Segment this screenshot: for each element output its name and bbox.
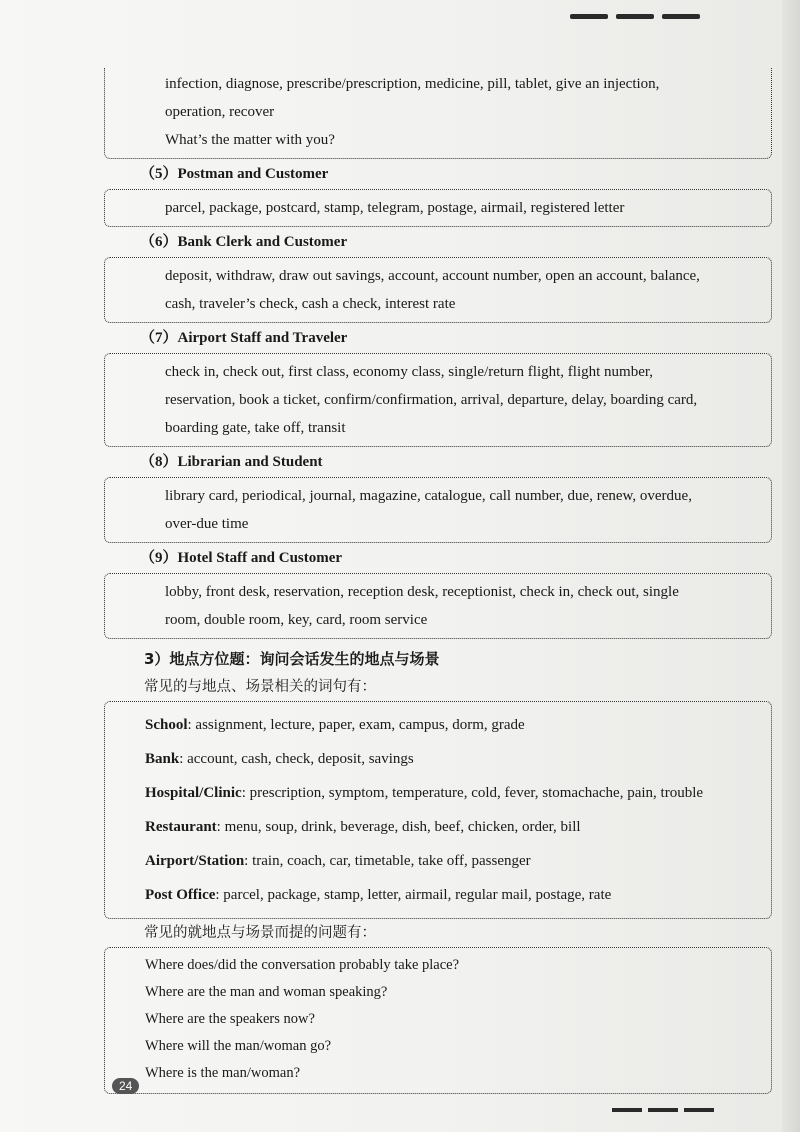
section-heading-hotel: （9）Hotel Staff and Customer — [140, 550, 343, 566]
place-words: : parcel, package, stamp, letter, airmail, regular mail, postage, rate — [215, 887, 612, 903]
section-heading-airport: （7）Airport Staff and Traveler — [140, 330, 348, 346]
footer-decoration — [612, 1108, 714, 1112]
location-item — [145, 844, 765, 878]
section-heading-librarian: （8）Librarian and Student — [140, 454, 323, 470]
vocab-box-bank — [104, 257, 772, 323]
questions-heading: 常见的就地点与场景而提的问题有： — [144, 925, 376, 941]
page-edge-shadow — [782, 0, 800, 1132]
location-item — [145, 810, 765, 844]
section-heading-bank: （6）Bank Clerk and Customer — [140, 234, 348, 250]
location-item — [145, 708, 765, 742]
vocab-line: reservation, book a ticket, confirm/confirmation, arrival, departure, delay, boarding card, — [165, 392, 698, 408]
vocab-box-doctor — [104, 68, 772, 159]
location-subheading: 常见的与地点、场景相关的词句有： — [144, 679, 376, 695]
place-words: : assignment, lecture, paper, exam, campus, dorm, grade — [187, 717, 525, 733]
place-name: Airport/Station — [145, 853, 245, 869]
vocab-line: infection, diagnose, prescribe/prescription, medicine, pill, tablet, give an injection, — [165, 76, 660, 92]
question-line: Where does/did the conversation probably take place? — [145, 957, 460, 973]
vocab-box-librarian — [104, 477, 772, 543]
vocab-box-airport — [104, 353, 772, 447]
question-line: Where are the man and woman speaking? — [145, 984, 388, 1000]
place-name: Bank — [145, 751, 180, 767]
place-words: : train, coach, car, timetable, take off, passenger — [244, 853, 531, 869]
vocab-box-postman — [104, 189, 772, 227]
place-words: : prescription, symptom, temperature, cold, fever, stomachache, pain, trouble — [241, 785, 704, 801]
page-number: 24 — [112, 1078, 139, 1094]
vocab-line: operation, recover — [165, 104, 275, 120]
place-name: School — [145, 717, 188, 733]
vocab-line: boarding gate, take off, transit — [165, 420, 346, 436]
location-item — [145, 878, 765, 912]
place-words: : menu, soup, drink, beverage, dish, beef, chicken, order, bill — [216, 819, 581, 835]
location-item — [145, 776, 765, 810]
vocab-line: room, double room, key, card, room service — [165, 612, 428, 628]
place-name: Hospital/Clinic — [145, 785, 242, 801]
question-line: Where is the man/woman? — [145, 1065, 301, 1081]
questions-box — [104, 947, 772, 1094]
page-content — [104, 68, 772, 1094]
place-name: Restaurant — [145, 819, 217, 835]
vocab-line: library card, periodical, journal, magazine, catalogue, call number, due, renew, overdue, — [165, 488, 692, 504]
location-heading: 3）地点方位题：询问会话发生的地点与场景 — [144, 650, 440, 668]
vocab-line: over-due time — [165, 516, 249, 532]
header-decoration — [570, 14, 700, 19]
vocab-line: lobby, front desk, reservation, reception desk, receptionist, check in, check out, single — [165, 584, 679, 600]
vocab-line: What’s the matter with you? — [165, 132, 335, 148]
vocab-line: parcel, package, postcard, stamp, telegram, postage, airmail, registered letter — [165, 200, 625, 216]
vocab-line: deposit, withdraw, draw out savings, account, account number, open an account, balance, — [165, 268, 700, 284]
location-item — [145, 742, 765, 776]
location-words-box — [104, 701, 772, 919]
place-name: Post Office — [145, 887, 216, 903]
section-heading-postman: （5）Postman and Customer — [140, 166, 329, 182]
question-line: Where are the speakers now? — [145, 1011, 315, 1027]
vocab-line: cash, traveler’s check, cash a check, interest rate — [165, 296, 456, 312]
vocab-line: check in, check out, first class, economy class, single/return flight, flight number, — [165, 364, 654, 380]
vocab-box-hotel — [104, 573, 772, 639]
question-line: Where will the man/woman go? — [145, 1038, 332, 1054]
place-words: : account, cash, check, deposit, savings — [179, 751, 414, 767]
